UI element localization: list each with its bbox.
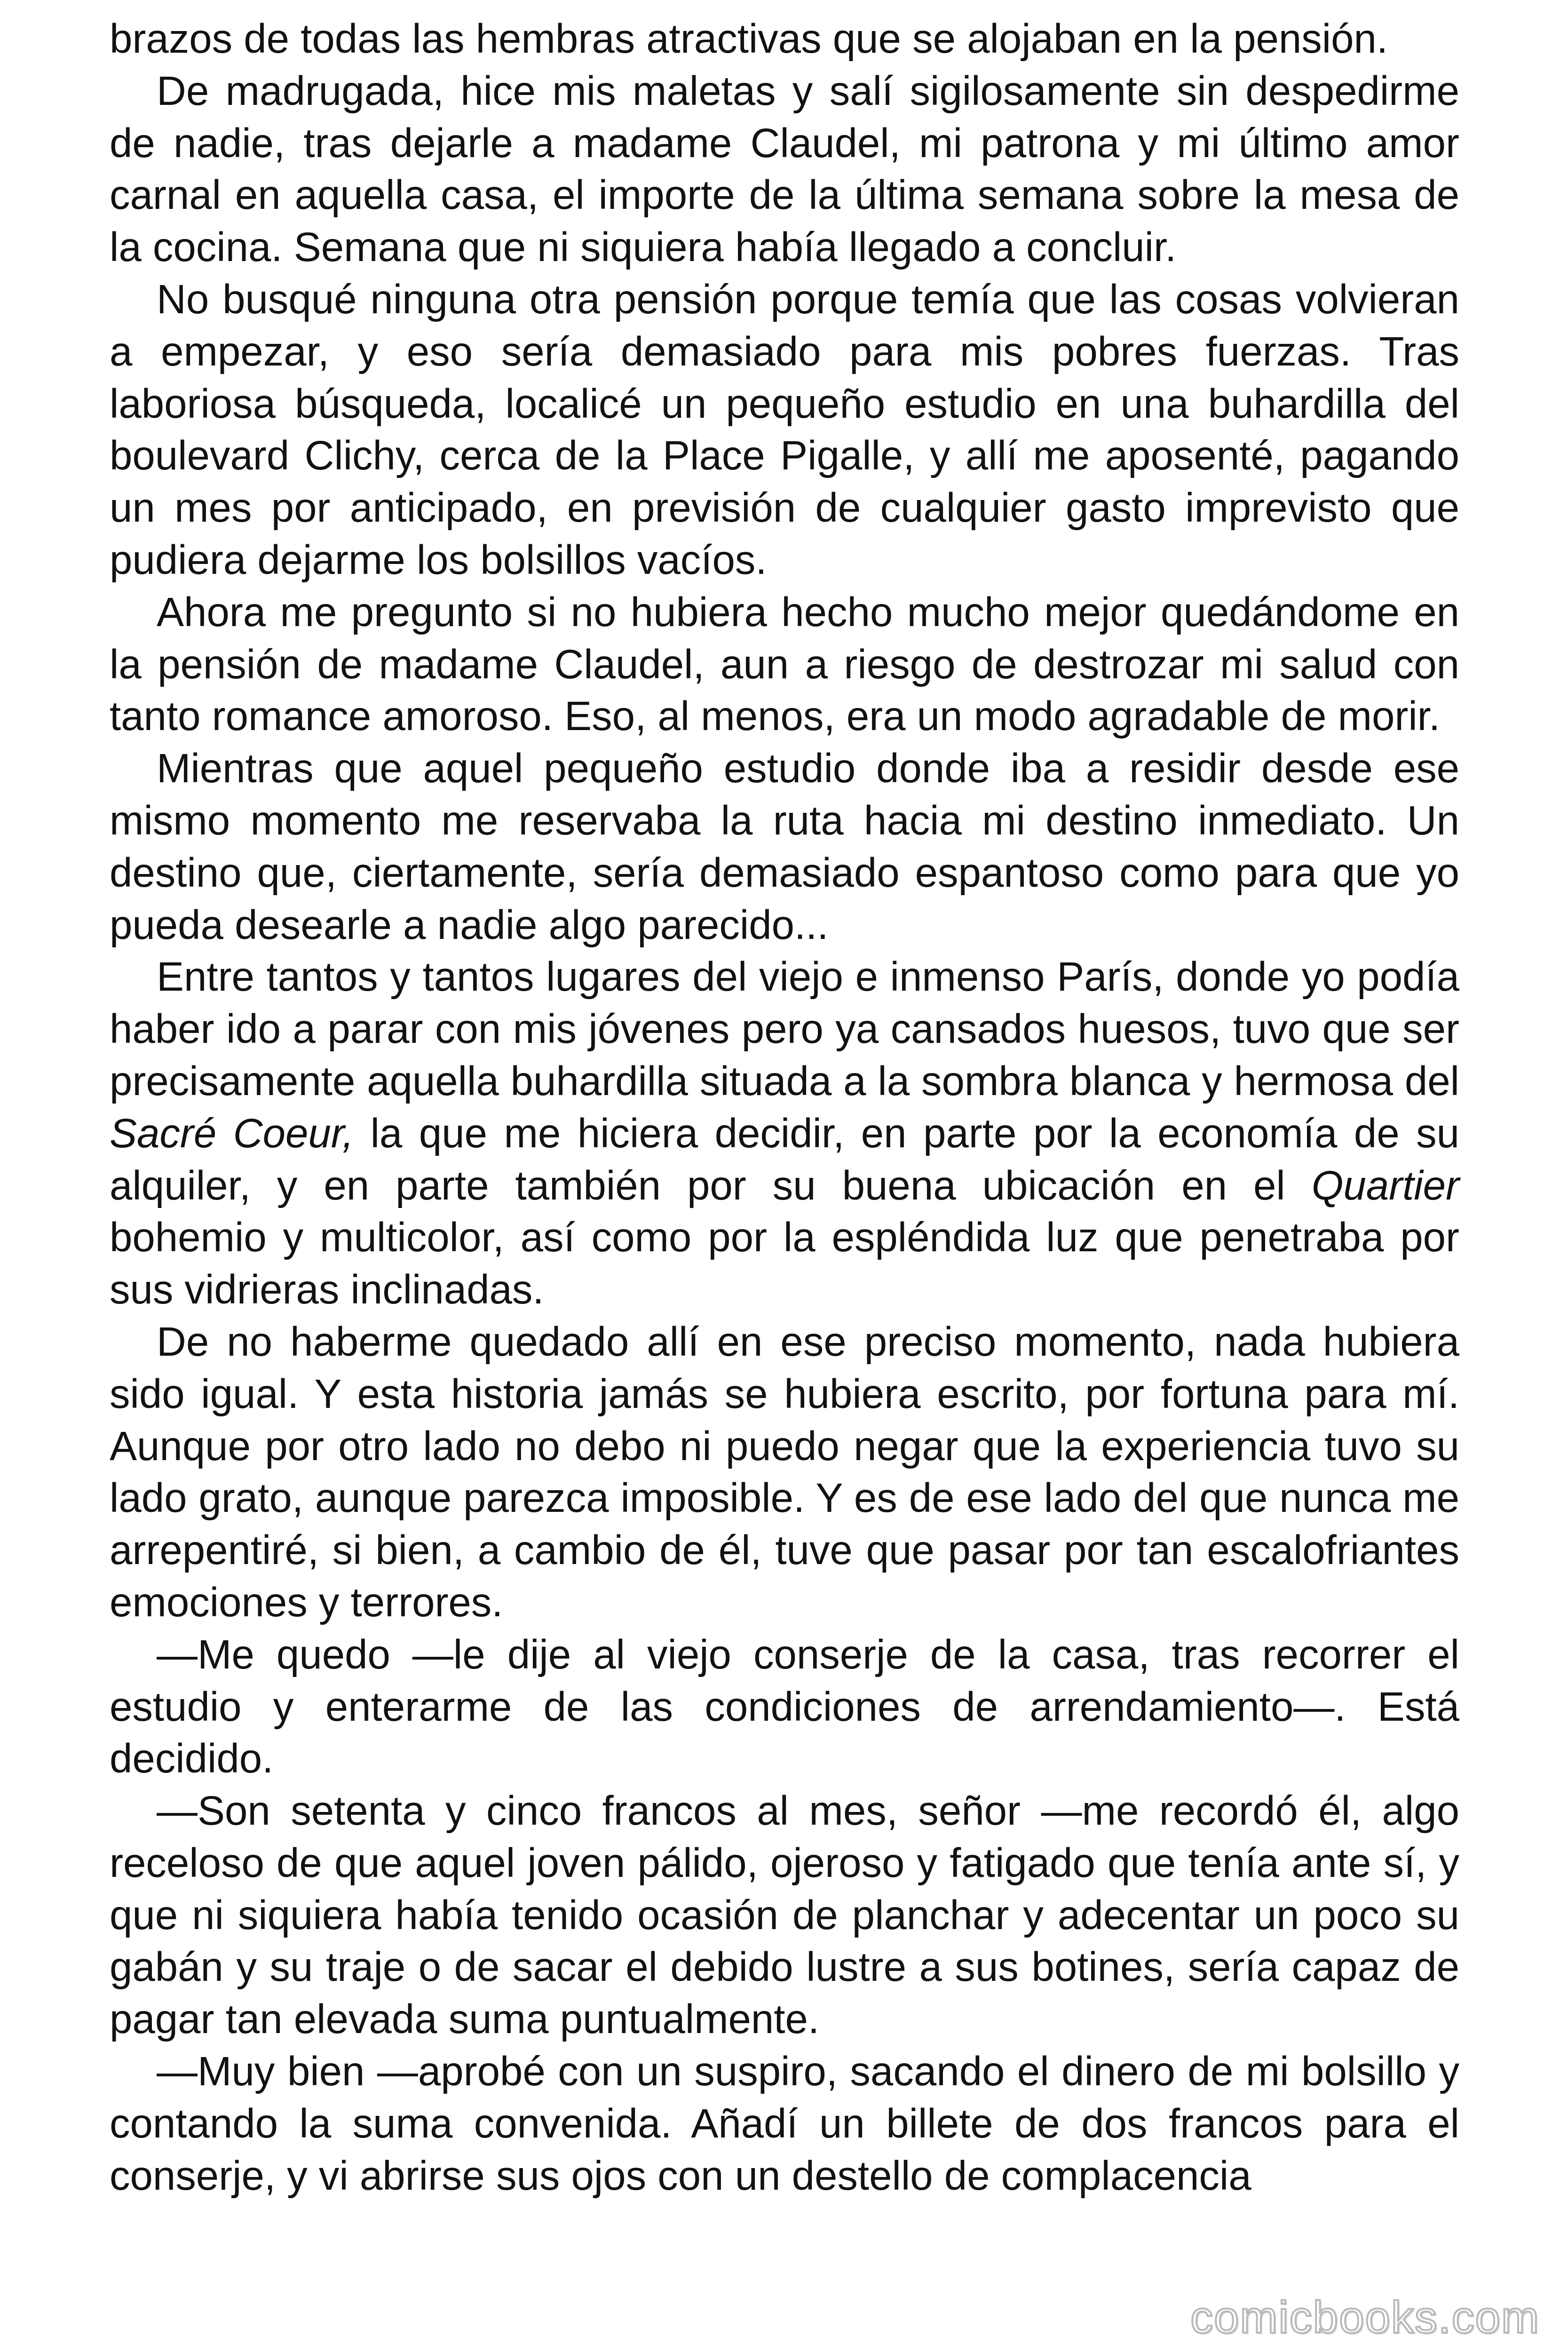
paragraph bbox=[110, 2046, 1459, 2202]
paragraph-text: —Son setenta y cinco francos al mes, señor —me recordó él, algo receloso de que aquel joven pálido, ojeroso y fatigado que tenía ante sí, y que ni siquiera había tenido ocasión de planchar y adecentar un poco su gabán y su traje o de sacar el debido lustre a sus botines, sería capaz de pagar tan elevada suma puntualmente. bbox=[110, 1788, 1459, 2042]
paragraph-text: brazos de todas las hembras atractivas que se alojaban en la pensión. bbox=[110, 16, 1388, 62]
paragraph-text: bohemio y multicolor, así como por la espléndida luz que penetraba por sus vidrieras inclinadas. bbox=[110, 1215, 1459, 1313]
paragraph bbox=[110, 1785, 1459, 2046]
paragraph bbox=[110, 951, 1459, 1316]
paragraph bbox=[110, 65, 1459, 274]
paragraph-text: Entre tantos y tantos lugares del viejo e inmenso París, donde yo podía haber ido a parar con mis jóvenes pero ya cansados huesos, tuvo que ser precisamente aquella buhardilla situada a la sombra blanca y hermosa del bbox=[110, 954, 1459, 1104]
paragraph bbox=[110, 1629, 1459, 1785]
paragraph-text: De madrugada, hice mis maletas y salí sigilosamente sin despedirme de nadie, tras dejarle a madame Claudel, mi patrona y mi último amor carnal en aquella casa, el importe de la última semana sobre la mesa de la cocina. Semana que ni siquiera había llegado a concluir. bbox=[110, 68, 1459, 270]
paragraph bbox=[110, 743, 1459, 951]
paragraph bbox=[110, 587, 1459, 743]
watermark-logo: comicbooks.com bbox=[1190, 2292, 1540, 2343]
paragraph-text: la que me hiciera decidir, en parte por la economía de su alquiler, y en parte también por su buena ubicación en el bbox=[110, 1110, 1459, 1208]
paragraph-text: Mientras que aquel pequeño estudio donde iba a residir desde ese mismo momento me reservaba la ruta hacia mi destino inmediato. Un destino que, ciertamente, sería demasiado espantoso como para que yo pueda desearle a nadie algo parecido... bbox=[110, 746, 1459, 948]
paragraph-text: No busqué ninguna otra pensión porque temía que las cosas volvieran a empezar, y eso sería demasiado para mis pobres fuerzas. Tras laboriosa búsqueda, localicé un pequeño estudio en una buhardilla del boulevard Clichy, cerca de la Place Pigalle, y allí me aposenté, pagando un mes por anticipado, en previsión de cualquier gasto imprevisto que pudiera dejarme los bolsillos vacíos. bbox=[110, 276, 1459, 583]
paragraph bbox=[110, 13, 1459, 65]
italic-text: Sacré Coeur, bbox=[110, 1110, 354, 1156]
paragraph-text: —Muy bien —aprobé con un suspiro, sacando el dinero de mi bolsillo y contando la suma convenida. Añadí un billete de dos francos para el conserje, y vi abrirse sus ojos con un destello de complacencia bbox=[110, 2049, 1459, 2199]
italic-text: Quartier bbox=[1311, 1162, 1459, 1208]
body-text bbox=[110, 13, 1459, 2202]
paragraph-text: —Me quedo —le dije al viejo conserje de la casa, tras recorrer el estudio y enterarme de las condiciones de arrendamiento—. Está decidido. bbox=[110, 1631, 1459, 1782]
paragraph-text: De no haberme quedado allí en ese preciso momento, nada hubiera sido igual. Y esta historia jamás se hubiera escrito, por fortuna para mí. Aunque por otro lado no debo ni puedo negar que la experiencia tuvo su lado grato, aunque parezca imposible. Y es de ese lado del que nunca me arrepentiré, si bien, a cambio de él, tuve que pasar por tan escalofriantes emociones y terrores. bbox=[110, 1319, 1459, 1625]
paragraph-text: Ahora me pregunto si no hubiera hecho mucho mejor quedándome en la pensión de madame Claudel, aun a riesgo de destrozar mi salud con tanto romance amoroso. Eso, al menos, era un modo agradable de morir. bbox=[110, 589, 1459, 739]
paragraph bbox=[110, 1316, 1459, 1629]
paragraph bbox=[110, 274, 1459, 587]
